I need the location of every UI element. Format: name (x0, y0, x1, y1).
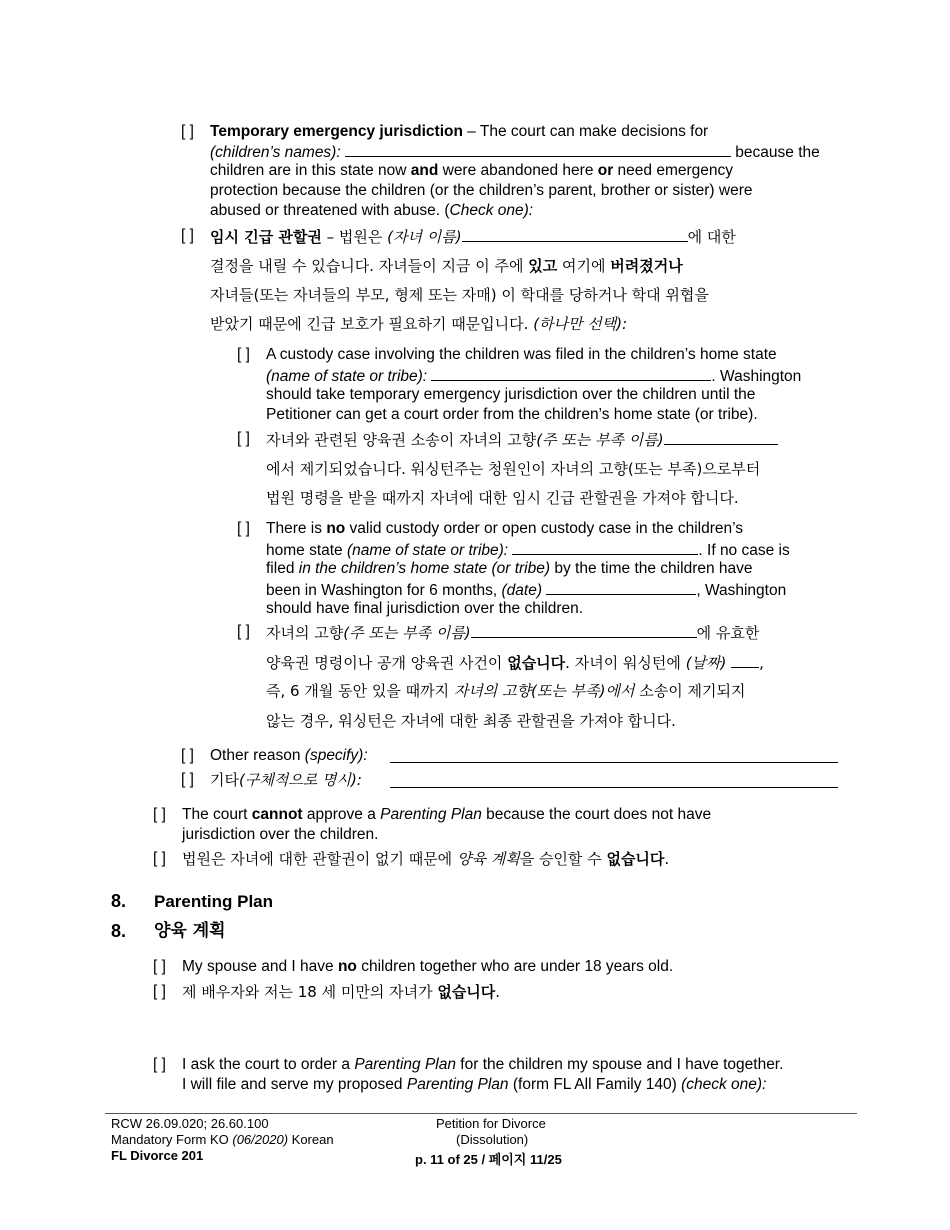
text: I will file and serve my proposed (182, 1076, 407, 1093)
checkbox-ask-parenting-plan[interactable]: [ ] (153, 1056, 166, 1073)
option2-en-line1 (266, 519, 743, 539)
field-label: (주 또는 부족 이름) (536, 431, 664, 449)
text: Check one): (449, 202, 534, 219)
text: for the children my spouse and I have together. (456, 1056, 784, 1073)
text: home state (266, 542, 347, 559)
field-label: (구체적으로 명시): (238, 771, 362, 789)
section-number: 8. (111, 891, 127, 911)
text: – 법원은 (321, 228, 388, 246)
other-reason-blank-ko[interactable] (390, 787, 838, 788)
text: 버려졌거나 (610, 257, 683, 275)
text: and (410, 162, 439, 179)
text: . (664, 850, 670, 868)
footer-title-line1: Petition for Divorce (436, 1116, 546, 1131)
temp-emergency-en-line5 (210, 201, 533, 221)
option1-ko-line1 (266, 429, 778, 450)
other-reason-en (210, 746, 368, 766)
temp-emergency-ko-line1 (210, 226, 736, 247)
text: were abandoned here (438, 162, 598, 179)
text: abused or threatened with abuse. ( (210, 202, 450, 219)
text: Korean (288, 1132, 334, 1147)
text: 자녀의 고향(또는 부족)에서 (453, 682, 635, 700)
text: 없습니다 (437, 983, 496, 1001)
text: cannot (251, 806, 303, 823)
field-label: (주 또는 부족 이름) (343, 624, 471, 642)
text: . If no case is (698, 542, 790, 559)
text: 에 유효한 (696, 624, 760, 642)
text: by the time the children have (550, 560, 753, 577)
option2-en-line3 (266, 559, 753, 579)
section-number-ko: 8. (111, 921, 127, 941)
footer-rcw: RCW 26.09.020; 26.60.100 (111, 1116, 269, 1131)
option2-ko-line1 (266, 622, 759, 643)
text: approve a (302, 806, 381, 823)
text: 법원은 자녀에 대한 관할권이 없기 때문에 (182, 850, 457, 868)
home-state-blank-2[interactable] (512, 539, 698, 555)
text: no (326, 520, 346, 537)
text: (06/2020) (232, 1132, 289, 1147)
text: (하나만 선택): (533, 315, 628, 333)
text: in the children’s home state (or tribe) (298, 560, 551, 577)
text: , Washington (696, 582, 787, 599)
no-children-en (182, 957, 673, 977)
text: 즉, 6 개월 동안 있을 때까지 (266, 682, 454, 700)
checkbox-cannot-en[interactable]: [ ] (153, 806, 166, 823)
cannot-ko-line (182, 849, 669, 869)
field-label: (children’s names): (210, 144, 341, 161)
option1-en-line3: should take temporary emergency jurisdiction over the children until the (266, 386, 756, 403)
temp-emergency-en-line3 (210, 161, 733, 181)
option1-ko-line3: 법원 명령을 받을 때까지 자녀에 대한 임시 긴급 관할권을 가져야 합니다. (266, 489, 739, 507)
text: The court (182, 806, 252, 823)
checkbox-other-reason-en[interactable]: [ ] (181, 747, 194, 764)
text: 제 배우자와 저는 18 세 미만의 자녀가 (182, 983, 438, 1001)
footer-form-id: FL Divorce 201 (111, 1148, 204, 1163)
section-title-ko: 양육 계획 (154, 921, 226, 941)
text: I ask the court to order a (182, 1056, 355, 1073)
text: children together who are under 18 years old. (356, 958, 674, 975)
section-title-en: Parenting Plan (154, 892, 274, 911)
text: 자녀의 고향 (266, 624, 344, 642)
checkbox-option1-ko[interactable]: [ ] (237, 430, 250, 447)
footer-title-line2: (Dissolution) (456, 1132, 529, 1147)
field-label: (자녀 이름) (387, 228, 462, 246)
text: Parenting Plan (380, 806, 482, 823)
checkbox-other-reason-ko[interactable]: [ ] (181, 771, 194, 788)
temp-emergency-title: Temporary emergency jurisdiction (210, 123, 463, 140)
text: 없습니다 (507, 654, 566, 672)
date-blank-ko[interactable] (731, 652, 759, 668)
option1-en-line4: Petitioner can get a court order from the children’s home state (or tribe). (266, 406, 758, 423)
checkbox-option2-en[interactable]: [ ] (237, 520, 250, 537)
cannot-en-line1 (182, 805, 711, 825)
field-label: (specify): (304, 747, 368, 764)
home-state-blank-ko-2[interactable] (471, 622, 697, 638)
checkbox-no-children-en[interactable]: [ ] (153, 958, 166, 975)
children-names-blank-ko[interactable] (462, 226, 688, 242)
text: Parenting Plan (406, 1076, 509, 1093)
option2-en-line2 (266, 539, 790, 561)
temp-emergency-ko-line2 (210, 256, 683, 276)
option2-en-line4 (266, 579, 786, 601)
ask-parenting-plan-line2 (182, 1075, 766, 1095)
text: . (495, 983, 501, 1001)
text: My spouse and I have (182, 958, 338, 975)
text: 을 승인할 수 (519, 850, 607, 868)
children-names-blank[interactable] (345, 141, 731, 157)
option1-en-line1: A custody case involving the children was filed in the children’s home state (266, 346, 777, 363)
cannot-en-line2: jurisdiction over the children. (182, 826, 379, 843)
field-label: (date) (501, 582, 543, 599)
checkbox-option2-ko[interactable]: [ ] (237, 623, 250, 640)
temp-emergency-en-line2 (210, 141, 820, 163)
footer-mandatory-form (111, 1132, 334, 1148)
text: – The court can make decisions for (462, 123, 709, 140)
text: 있고 (528, 257, 558, 275)
text: 없습니다 (606, 850, 665, 868)
option2-ko-line4: 않는 경우, 워싱턴은 자녀에 대한 최종 관할권을 가져야 합니다. (266, 712, 676, 730)
home-state-blank[interactable] (431, 365, 711, 381)
field-label: (name of state or tribe): (266, 368, 428, 385)
footer-page-number: p. 11 of 25 / 페이지 11/25 (415, 1152, 562, 1167)
ask-parenting-plan-line1 (182, 1055, 783, 1075)
checkbox-temp-emergency-ko[interactable]: [ ] (181, 227, 194, 244)
text: Other reason (210, 747, 305, 764)
text: no (337, 958, 357, 975)
field-label: (날짜) (685, 654, 727, 672)
text: need emergency (613, 162, 734, 179)
text: 여기에 (557, 257, 611, 275)
option2-ko-line2 (266, 652, 764, 673)
field-label: (name of state or tribe): (347, 542, 509, 559)
text: or (597, 162, 614, 179)
text: 소송이 제기되지 (634, 682, 746, 700)
date-blank[interactable] (546, 579, 696, 595)
option2-en-line5: should have final jurisdiction over the children. (266, 600, 584, 617)
text: been in Washington for 6 months, (266, 582, 502, 599)
checkbox-option1-en[interactable]: [ ] (237, 346, 250, 363)
text: 양육 계획 (456, 850, 520, 868)
text: 양육권 명령이나 공개 양육권 사건이 (266, 654, 508, 672)
other-reason-blank[interactable] (390, 762, 838, 763)
text: There is (266, 520, 327, 537)
text: 자녀와 관련된 양육권 소송이 자녀의 고향 (266, 431, 537, 449)
checkbox-cannot-ko[interactable]: [ ] (153, 850, 166, 867)
other-reason-ko (210, 770, 362, 790)
text: (form FL All Family 140) (508, 1076, 682, 1093)
temp-emergency-en-line4: protection because the children (or the children’s parent, brother or sister) were (210, 182, 753, 199)
option1-ko-line2: 에서 제기되었습니다. 워싱턴주는 청원인이 자녀의 고향(또는 부족)으로부터 (266, 460, 761, 478)
text: because the court does not have (481, 806, 712, 823)
text: children are in this state now (210, 162, 411, 179)
text: 에 대한 (687, 228, 736, 246)
temp-emergency-ko-line4 (210, 314, 627, 334)
footer-divider (105, 1113, 857, 1114)
text: Mandatory Form KO (111, 1132, 233, 1147)
option2-ko-line3 (266, 681, 745, 701)
text: filed (266, 560, 299, 577)
home-state-blank-ko[interactable] (664, 429, 778, 445)
temp-emergency-ko-line3: 자녀들(또는 자녀들의 부모, 형제 또는 자매) 이 학대를 당하거나 학대 위협을 (210, 286, 709, 304)
text: 결정을 내릴 수 있습니다. 자녀들이 지금 이 주에 (210, 257, 529, 275)
text: . 자녀이 워싱턴에 (565, 654, 686, 672)
checkbox-no-children-ko[interactable]: [ ] (153, 983, 166, 1000)
text: (check one): (681, 1076, 767, 1093)
text: , (759, 654, 764, 672)
text: . Washington (711, 368, 802, 385)
text: because the (735, 144, 820, 161)
no-children-ko (182, 982, 500, 1002)
text: Parenting Plan (354, 1056, 456, 1073)
text: 기타 (210, 771, 239, 789)
text: 임시 긴급 관할권 (210, 228, 322, 246)
text: 받았기 때문에 긴급 보호가 필요하기 때문입니다. (210, 315, 534, 333)
text: valid custody order or open custody case in the children’s (345, 520, 744, 537)
option1-en-line2 (266, 365, 801, 387)
temp-emergency-en-line1 (210, 122, 708, 142)
checkbox-temp-emergency-en[interactable]: [ ] (181, 123, 194, 140)
